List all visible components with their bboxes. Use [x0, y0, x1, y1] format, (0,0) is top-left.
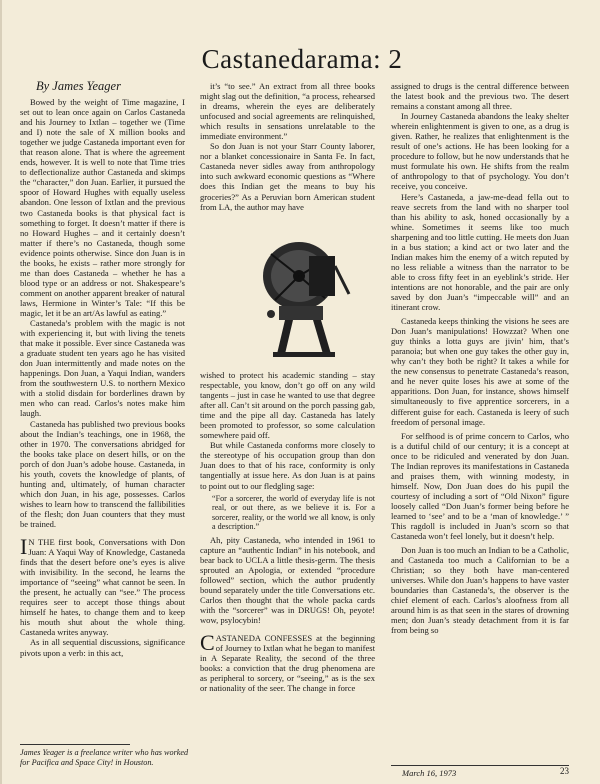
article-title: Castanedarama: 2: [201, 44, 403, 74]
paragraph: [200, 629, 375, 694]
column-3: [391, 81, 569, 636]
quote-text: “For a sorcerer, the world of everyday life is not real, or out there, as we believe it is. For a sorcerer, reality, or the world we all know, is only a description.”: [212, 493, 375, 532]
paragraph: Castaneda keeps thinking the visions he sees are Don Juan’s manipulations! Howzzat? When one guy thinks a lotta guys are jivin’ him, that’s paranoia; but when one guy takes the other guy in, why can’t they both be right? It takes a while for the new consensus to penetrate Castaneda’s reason, and he never quite loses his awe at some of the apparitions. Don Juan, for instance, shows himself simultaneously to five apprentice sorcerers, in a different guise for each. Castaneda is leery of such freedom of personal image.: [391, 316, 569, 427]
byline: By James Yeager: [36, 79, 121, 93]
paragraph-text: N THE first book, Conversations with Don Juan: A Yaqui Way of Knowledge, Castaneda finds that the desert before one’s eyes is alive with invisibility. In the second, he learns the importance of “seeing” what cannot be seen. In the present, he actually can “see.” The process requires seer to accept those things about himself he hates, to change them and to keep his mouth shut about the whole thing. Castaneda writes anyway.: [20, 537, 185, 638]
column-1: [20, 97, 185, 658]
footer-rule: [391, 765, 569, 766]
paragraph: In Journey Castaneda abandons the leaky shelter wherein enlightenment is given to one, as a drug is given. Rather, he realizes that enlightenment is the result of one’s actions. He has been looking for a procedure to follow, but he now understands that he must formulate his own. He shifts from the realm of anthropology to that of psychology. You don’t receive, you conceive.: [391, 111, 569, 192]
page-number: 23: [560, 766, 569, 776]
paragraph: Castaneda has published two previous books about the Indian’s teachings, one in 1968, the other in 1970. The conversations abridged for the books take place on desert hills, or on the porch of don Juan’s adobe house. Castaneda, in his youth, covets the knowledge of plants, of hunting and, ultimately, of human character which don Juan, in his age, possesses. Carlos wishes to learn how to transcend the fallibilities of the flesh; don Juan counters that they must be trained.: [20, 418, 185, 529]
block-quote: [212, 494, 375, 532]
printing-press-illustration: [251, 236, 351, 360]
paragraph: wished to protect his academic standing – stay respectable, you know, don’t go off on any wild tangents – just in case he wanted to use that degree after all. Can’t sit around on the porch passing gab, time and the pipe all day. Castaneda has lately been promoted to professor, so some calculation somewhere paid off.: [200, 370, 375, 441]
paragraph: it’s “to see.” An extract from all three books might slag out the definition, “a process, rehearsed in dreams, wherein the eyes are deliberately unfocused and social agreements are relinquished, which results in sensations unrelatable to the immediate environment.”: [200, 81, 375, 142]
paragraph: Castaneda’s problem with the magic is not with experiencing it, but with living the tenets that make it possible. Ever since Castaneda was a graduate student ten years ago he has visited don Juan intermittently and made notes on the happenings. Don Juan, a Yaqui Indian, wanders from the southwestern U.S. to northern Mexico with a stolid disdain for borderlines drawn by men who can read. Carlos’s notes make him laugh.: [20, 318, 185, 419]
author-footnote: James Yeager is a freelance writer who has worked for Pacifica and Space City! in Houston.: [20, 748, 189, 767]
footnote-rule: [20, 744, 130, 745]
drop-cap: C: [200, 629, 215, 655]
paragraph-text: ASTANEDA CONFESSES at the beginning of Journey to Ixtlan what he began to manifest in A Separate Reality, the second of the three books: a conviction that the drug phenomena are as peripheral to sorcery, or “seeing,” as is the sex or nationality of the seer. The change in force: [200, 632, 375, 694]
column-2-bottom: [200, 370, 375, 693]
paragraph: Don Juan is too much an Indian to be a Catholic, and Castaneda too much a Californian to be a Christian; so they both have man-centered universes. While don Juan’s happens to have vaster boundaries than Castaneda’s, the observer is the chief element of each. Carlos’s aloofness from all around him is as that seen in the stares of drowning men; don Juan’s steady detachment from it is far from being so: [391, 545, 569, 636]
paragraph: [20, 534, 185, 638]
paragraph: As in all sequential discussions, significance pivots upon a verb: in this act,: [20, 637, 185, 658]
paragraph: For selfhood is of prime concern to Carlos, who is a dutiful child of our century; it is a concept at once to be ridiculed and venerated by don Juan. The Indian reproves its manifestations in Castaneda and praises them, with winning modesty, in himself. Now, Don Juan does do his pupil the courtesy of including a sort of “Old Nixon” figure loosely called “Don Juan’s former being before he learned to ‘see’ and to be a ‘man of knowledge.’ ” This ragdoll is included in Juan’s scorn so that Castaneda won’t feel lonely, but it doesn’t help.: [391, 430, 569, 542]
paragraph: So don Juan is not your Starr County laborer, nor a blanket concessionaire in Santa Fe. In fact, Castaneda never sidles away from anthropology into such awkward economic questions as “Where does this Indian get the means to buy his groceries?” As a Peruvian born American student from LA, the author may have: [200, 141, 375, 212]
paragraph: Here’s Castaneda, a jaw-me-dead fella out to reave secrets from the land with no sharper tool than his ability to ask, honed occasionally by a whine. Sometimes it seems like too much sharpening and too little cutting. He meets don Juan in a bus station; a kind act or two later and the Indian makes him the enemy of a witch reputed by no less reliable a witness than the narrator to be able to cross fifty feet in an eyeblink’s stride. Her intentions are not honorable, and the pair are only saved by don Juan’s “impeccable will” and an itinerant crow.: [391, 191, 569, 313]
column-2-top: [200, 81, 375, 212]
paragraph: But while Castaneda conforms more closely to the stereotype of his occupation group than don Juan does to that of his race, conformity is only tangentially at issue here. As don Juan is at pains to point out to our fledgling sage:: [200, 440, 375, 491]
paragraph: Bowed by the weight of Time magazine, I set out to lean once again on Carlos Castaneda and his Journey to Ixtlan – together we (Time and I) note the sale of X million books and together we judge Castaneda important even for that reason alone. That is where the agreement ends, however. It is well to note that Time tries to deflectionalize author Castaneda and skimps the “character,” don Juan. Earlier, it pursued the spoor of Howard Hughes with equally useless abandon. One lesson of Ixtlan and the previous two Castaneda books is that physical fact is something to forget. It doesn’t matter if there is no Howard Hughes – and it certainly doesn’t matter if there’s no Castaneda, though some evidence points otherwise. Since don Juan is in the books, he exists – rather more strongly for me than does Castaneda – whether he has a blood type or an address or not. Shakespeare’s comment on another apparent breaker of natural laws, Hermione in Winter’s Tale: “If this be magic, let it be an art/As lawful as eating.”: [20, 97, 185, 318]
drop-cap: I: [20, 534, 28, 560]
paragraph: assigned to drugs is the central difference between the latest book and the previous two. The desert remains a constant among all three.: [391, 81, 569, 112]
paragraph: Ah, pity Castaneda, who intended in 1961 to capture an “authentic Indian” in his notebook, and bear back to UCLA a little thesis-germ. The thesis sprouted an Apologia, or extended “procedure followed” section, which the author prudently bound separately under the title Conversations etc. Carlos then thought that the whole packa cards with the “sorcerer” was in DRUGS! Oh, peyote! wow, psylocybin!: [200, 534, 375, 625]
issue-date: March 16, 1973: [402, 768, 457, 778]
